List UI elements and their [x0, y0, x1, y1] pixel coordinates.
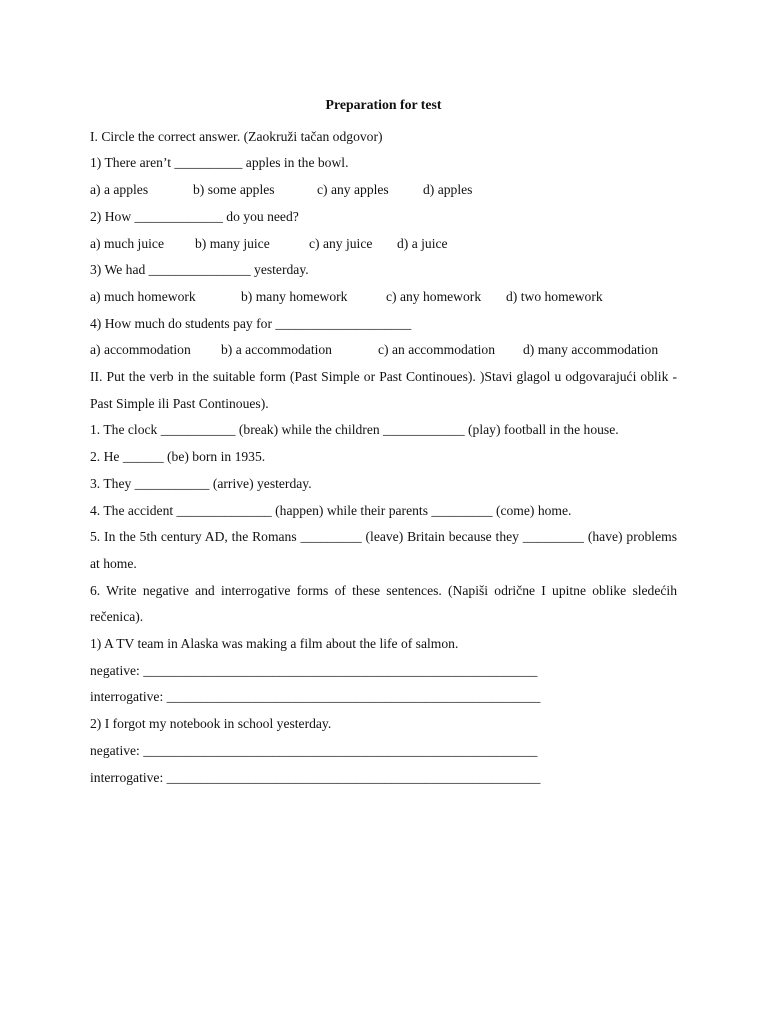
- section-1-heading: I. Circle the correct answer. (Zaokruži tačan odgovor): [90, 128, 383, 144]
- sentence-2-negative: negative: __________________________________________________________: [90, 742, 538, 758]
- question-3-option-a: a) much homework: [90, 288, 196, 304]
- question-1-option-a: a) a apples: [90, 182, 149, 198]
- exercise-2-item-2: 2. He ______ (be) born in 1935.: [90, 449, 266, 465]
- question-3-option-d: d) two homework: [506, 288, 603, 304]
- question-4-option-d: d) many accommodation: [523, 342, 659, 358]
- question-4-prompt: 4) How much do students pay for ____________________: [90, 315, 412, 331]
- question-4-options: [90, 337, 677, 364]
- sentence-2-interrogative: interrogative: _______________________________________________________: [90, 769, 541, 785]
- question-1-option-c: c) any apples: [317, 182, 389, 198]
- sentence-1-interrogative: interrogative: _______________________________________________________: [90, 689, 541, 705]
- question-1-prompt: 1) There aren’t __________ apples in the bowl.: [90, 155, 349, 171]
- section-2-heading: II. Put the verb in the suitable form (Past Simple or Past Continoues). )Stavi glagol u odgovarajući oblik - Past Simple ili Past Continoues).: [90, 369, 677, 411]
- question-2-option-d: d) a juice: [397, 235, 448, 251]
- question-1-option-b: b) some apples: [193, 182, 275, 198]
- question-3-options: [90, 284, 677, 311]
- sentence-1-text: 1) A TV team in Alaska was making a film about the life of salmon.: [90, 636, 459, 652]
- question-1-option-d: d) apples: [423, 182, 473, 198]
- question-2-option-a: a) much juice: [90, 235, 164, 251]
- exercise-2-item-1: 1. The clock ___________ (break) while the children ____________ (play) football in the house.: [90, 422, 619, 438]
- section-3-heading: 6. Write negative and interrogative forms of these sentences. (Napiši odrične I upitne oblike sledećih rečenica).: [90, 582, 677, 625]
- question-2-prompt: 2) How _____________ do you need?: [90, 208, 299, 224]
- question-4-option-a: a) accommodation: [90, 342, 191, 358]
- question-1-options: [90, 177, 677, 204]
- exercise-2-item-4: 4. The accident ______________ (happen) while their parents _________ (come) home.: [90, 502, 572, 518]
- question-3-option-c: c) any homework: [386, 288, 482, 304]
- question-4-option-b: b) a accommodation: [221, 342, 332, 358]
- worksheet-page: [90, 92, 677, 791]
- exercise-2-item-5: 5. In the 5th century AD, the Romans _________ (leave) Britain because they _________ (have) problems at home.: [90, 529, 677, 571]
- question-2-options: [90, 231, 677, 258]
- question-2-option-b: b) many juice: [195, 235, 270, 251]
- exercise-2-item-3: 3. They ___________ (arrive) yesterday.: [90, 475, 312, 491]
- question-2-option-c: c) any juice: [309, 235, 373, 251]
- question-3-option-b: b) many homework: [241, 288, 348, 304]
- sentence-2-text: 2) I forgot my notebook in school yesterday.: [90, 716, 332, 732]
- question-4-option-c: c) an accommodation: [378, 342, 496, 358]
- page-title: Preparation for test: [325, 97, 442, 112]
- question-3-prompt: 3) We had _______________ yesterday.: [90, 262, 309, 278]
- sentence-1-negative: negative: __________________________________________________________: [90, 662, 538, 678]
